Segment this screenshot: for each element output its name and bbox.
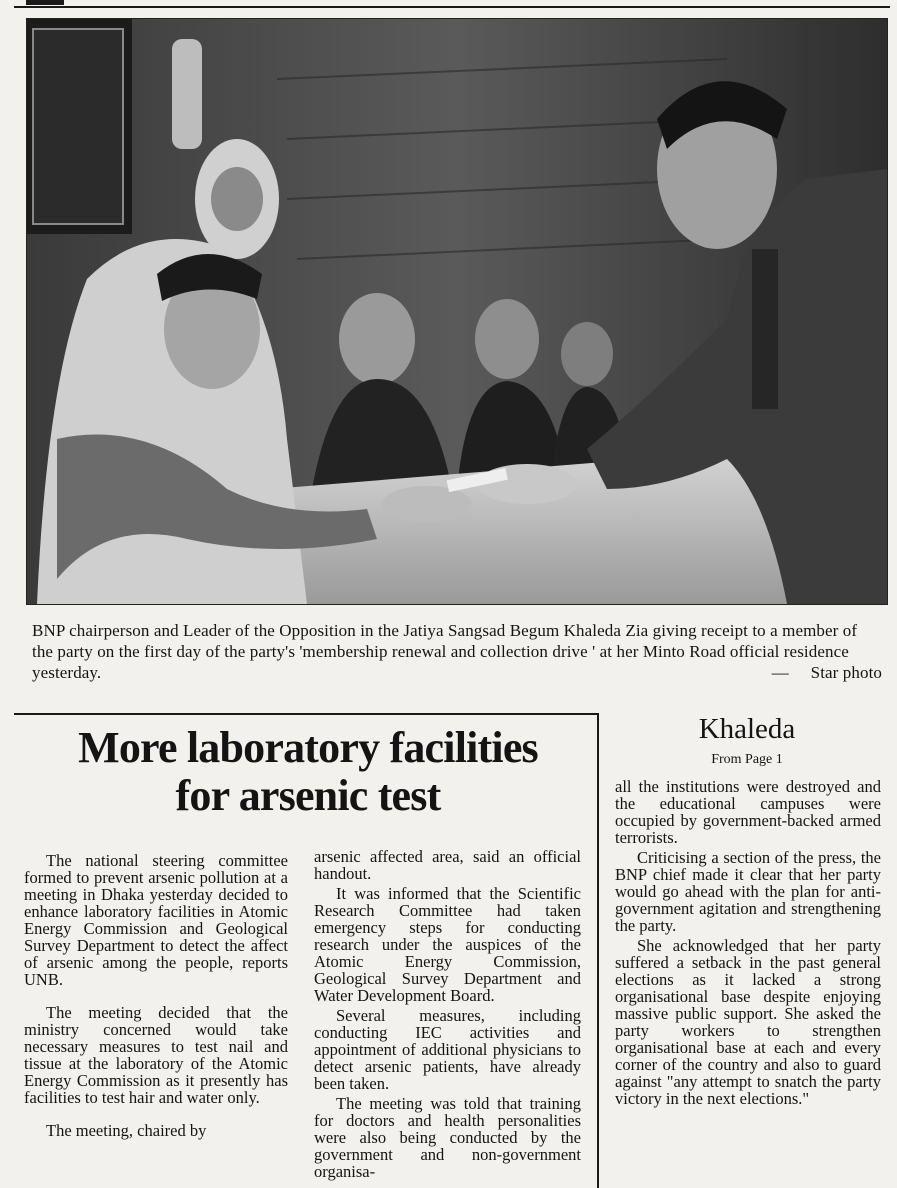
paragraph: The meeting was told that training for doctors and health personalities were also being conducted by the government and non-government organisa-	[314, 1094, 581, 1181]
credit-text: Star photo	[810, 663, 882, 682]
news-photo	[26, 18, 888, 605]
article-column-2	[314, 848, 581, 1180]
paragraph: Several measures, including conducting IEC activities and appointment of additional physicians to detect arsenic patients, have already been taken.	[314, 1006, 581, 1093]
article-box-right-rule	[597, 713, 599, 1188]
paragraph: Criticising a section of the press, the BNP chief made it clear that her party would go ahead with the plan for anti-government agitation and strengthening the party.	[615, 848, 881, 935]
photo-caption	[32, 620, 882, 683]
paragraph: The meeting, chaired by	[46, 1121, 207, 1140]
paragraph: It was informed that the Scientific Research Committee had taken emergency steps for conducting research under the auspices of the Atomic Energy Commission, Geological Survey Department and Water Development Board.	[314, 884, 581, 1005]
continued-article-title: Khaleda	[698, 713, 796, 745]
headline-line-2: for arsenic test	[175, 771, 441, 820]
article-box-top-rule	[14, 713, 598, 715]
photo-illustration	[27, 19, 887, 604]
paragraph: She acknowledged that her party suffered a setback in the past general elections as it lacked a strong organisational base despite enjoying massive public support. She asked the party workers to strengthen organisational base at each and every corner of the country and also to guard against "any attempt to snatch the party victory in the next elections."	[615, 936, 881, 1108]
continued-from-label: From Page 1	[711, 752, 783, 767]
continued-article-column	[615, 778, 881, 1107]
paragraph: all the institutions were destroyed and the educational campuses were occupied by government-backed armed terrorists.	[615, 777, 881, 847]
article-column-1	[24, 852, 288, 1139]
top-rule-tab	[26, 0, 64, 5]
paragraph: arsenic affected area, said an official handout.	[314, 847, 581, 883]
caption-dash: —	[771, 663, 789, 682]
top-rule	[14, 0, 890, 8]
article-headline	[20, 724, 596, 820]
headline-line-1: More laboratory facilities	[78, 723, 538, 772]
paragraph: The national steering committee formed to prevent arsenic pollution at a meeting in Dhaka yesterday decided to enhance laboratory facilities in Atomic Energy Commission and Geological Survey Department to detect the affect of arsenic among the people, reports UNB.	[24, 851, 288, 989]
photo-credit	[772, 662, 882, 683]
paragraph: The meeting decided that the ministry concerned would take necessary measures to test nail and tissue at the laboratory of the Atomic Energy Commission as it presently has facilities to test hair and water only.	[24, 1003, 288, 1107]
photo-caption-text: BNP chairperson and Leader of the Opposition in the Jatiya Sangsad Begum Khaleda Zia giving receipt to a member of the party on the first day of the party's 'membership renewal and collection drive ' at her Minto Road official residence yesterday.	[32, 621, 858, 682]
